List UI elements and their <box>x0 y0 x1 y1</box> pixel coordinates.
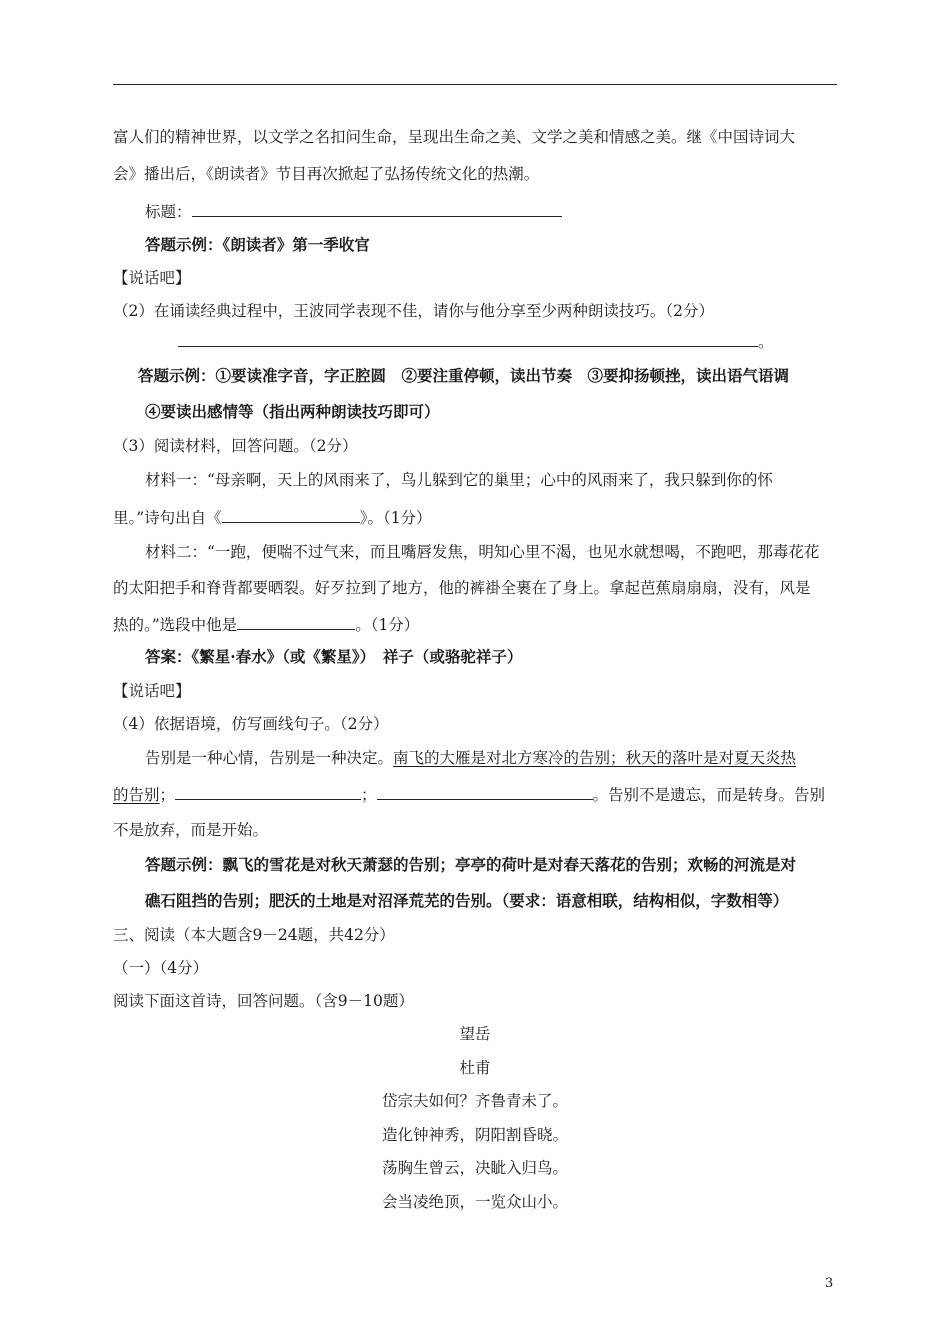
poem-title: 望岳 <box>459 1025 491 1043</box>
imitation-blank-1[interactable] <box>175 784 361 800</box>
q4-answer-line-1: 答题示例：飘飞的雪花是对秋天萧瑟的告别；亭亭的荷叶是对春天落花的告别；欢畅的河流是对 <box>145 855 797 874</box>
poem-line: 会当凌绝顶，一览众山小。 <box>381 1193 568 1211</box>
material-2-line-3 <box>113 614 419 635</box>
intro-line-1: 富人们的精神世界，以文学之名扣问生命，呈现出生命之美、文学之美和情感之美。继《中国诗词大 <box>113 128 796 146</box>
talk-tag-2: 【说话吧】 <box>113 682 191 700</box>
question-3: （3）阅读材料，回答问题。（2分） <box>113 437 358 455</box>
q2-answer-line-1: 答题示例：①要读准字音，字正腔圆 ②要注重停顿，读出节奏 ③要抑扬顿挫，读出语气语调 <box>138 366 790 385</box>
imitation-blank-2[interactable] <box>377 784 593 800</box>
title-label: 标题： <box>145 203 192 221</box>
poem-line: 岱宗夫如何？齐鲁青未了。 <box>381 1092 568 1110</box>
q4-passage-plain: 告别是一种心情，告别是一种决定。 <box>145 749 394 767</box>
material-2-line-2: 的太阳把手和脊背都要晒裂。好歹拉到了地方，他的裤褂全裹在了身上。拿起芭蕉扇扇扇，没有，风是 <box>113 579 811 597</box>
reading-section-heading: 三、阅读（本大题含9－24题，共42分） <box>113 926 395 944</box>
q3-answer: 答案：《繁星·春水》（或《繁星》） 祥子（或骆驼祥子） <box>145 647 523 666</box>
header-rule <box>113 84 837 85</box>
title-answer-blank[interactable] <box>192 201 562 217</box>
poem-source-blank[interactable] <box>222 507 360 523</box>
question-4: （4）依据语境，仿写画线句子。（2分） <box>113 715 389 733</box>
poem-author: 杜甫 <box>459 1059 491 1077</box>
material-2-line-1: 材料二：“一跑，便喘不过气来，而且嘴唇发焦，明知心里不渴，也见水就想喝，不跑吧，那毒花花 <box>145 543 820 561</box>
title-prompt <box>145 201 562 222</box>
q4-passage-tail: 。告别不是遗忘，而是转身。告别 <box>592 786 826 804</box>
q4-answer-line-2: 礁石阻挡的告别；肥沃的土地是对沼泽荒芜的告别。（要求：语意相联，结构相似，字数相等） <box>145 891 789 910</box>
title-example: 答题示例：《朗读者》第一季收官 <box>145 235 370 254</box>
m2-prefix: 热的。”选段中他是 <box>113 616 238 634</box>
q4-passage-line-3: 不是放弃，而是开始。 <box>113 821 269 839</box>
q4-underlined-sentence: 南飞的大雁是对北方寒冷的告别；秋天的落叶是对夏天炎热 <box>393 749 797 767</box>
q2-answer-line-2: ④要读出感情等（指出两种朗读技巧即可） <box>145 402 440 421</box>
semicolon-2: ； <box>361 786 377 804</box>
page-number: 3 <box>825 1276 834 1291</box>
material-1-line-1: 材料一：“母亲啊，天上的风雨来了，鸟儿躲到它的巢里；心中的风雨来了，我只躲到你的怀 <box>145 471 773 489</box>
reading-part-1: （一）（4分） <box>113 959 209 977</box>
talk-tag-1: 【说话吧】 <box>113 269 191 287</box>
m2-suffix: 。（1分） <box>355 616 420 634</box>
q4-underlined-end: 的告别 <box>113 786 160 804</box>
question-2: （2）在诵读经典过程中，王波同学表现不佳，请你与他分享至少两种朗读技巧。（2分） <box>113 302 714 320</box>
m1-prefix: 里。”诗句出自《 <box>113 509 222 527</box>
q2-answer-blank[interactable] <box>178 331 758 347</box>
q2-answer-row <box>178 331 774 352</box>
q4-passage-line-2 <box>113 784 825 805</box>
intro-line-2: 会》播出后，《朗读者》节目再次掀起了弘扬传统文化的热潮。 <box>113 165 540 183</box>
q2-end-mark: 。 <box>758 333 774 351</box>
semicolon-1: ； <box>159 786 176 804</box>
poem-line: 造化钟神秀，阴阳割昏晓。 <box>381 1126 568 1144</box>
poem-line: 荡胸生曾云，决眦入归鸟。 <box>381 1159 568 1177</box>
reading-instruction: 阅读下面这首诗，回答问题。（含9－10题） <box>113 992 414 1010</box>
q4-passage-line-1 <box>145 748 796 768</box>
character-blank[interactable] <box>237 614 355 630</box>
m1-suffix: 》。（1分） <box>359 509 432 527</box>
material-1-line-2 <box>113 507 432 528</box>
